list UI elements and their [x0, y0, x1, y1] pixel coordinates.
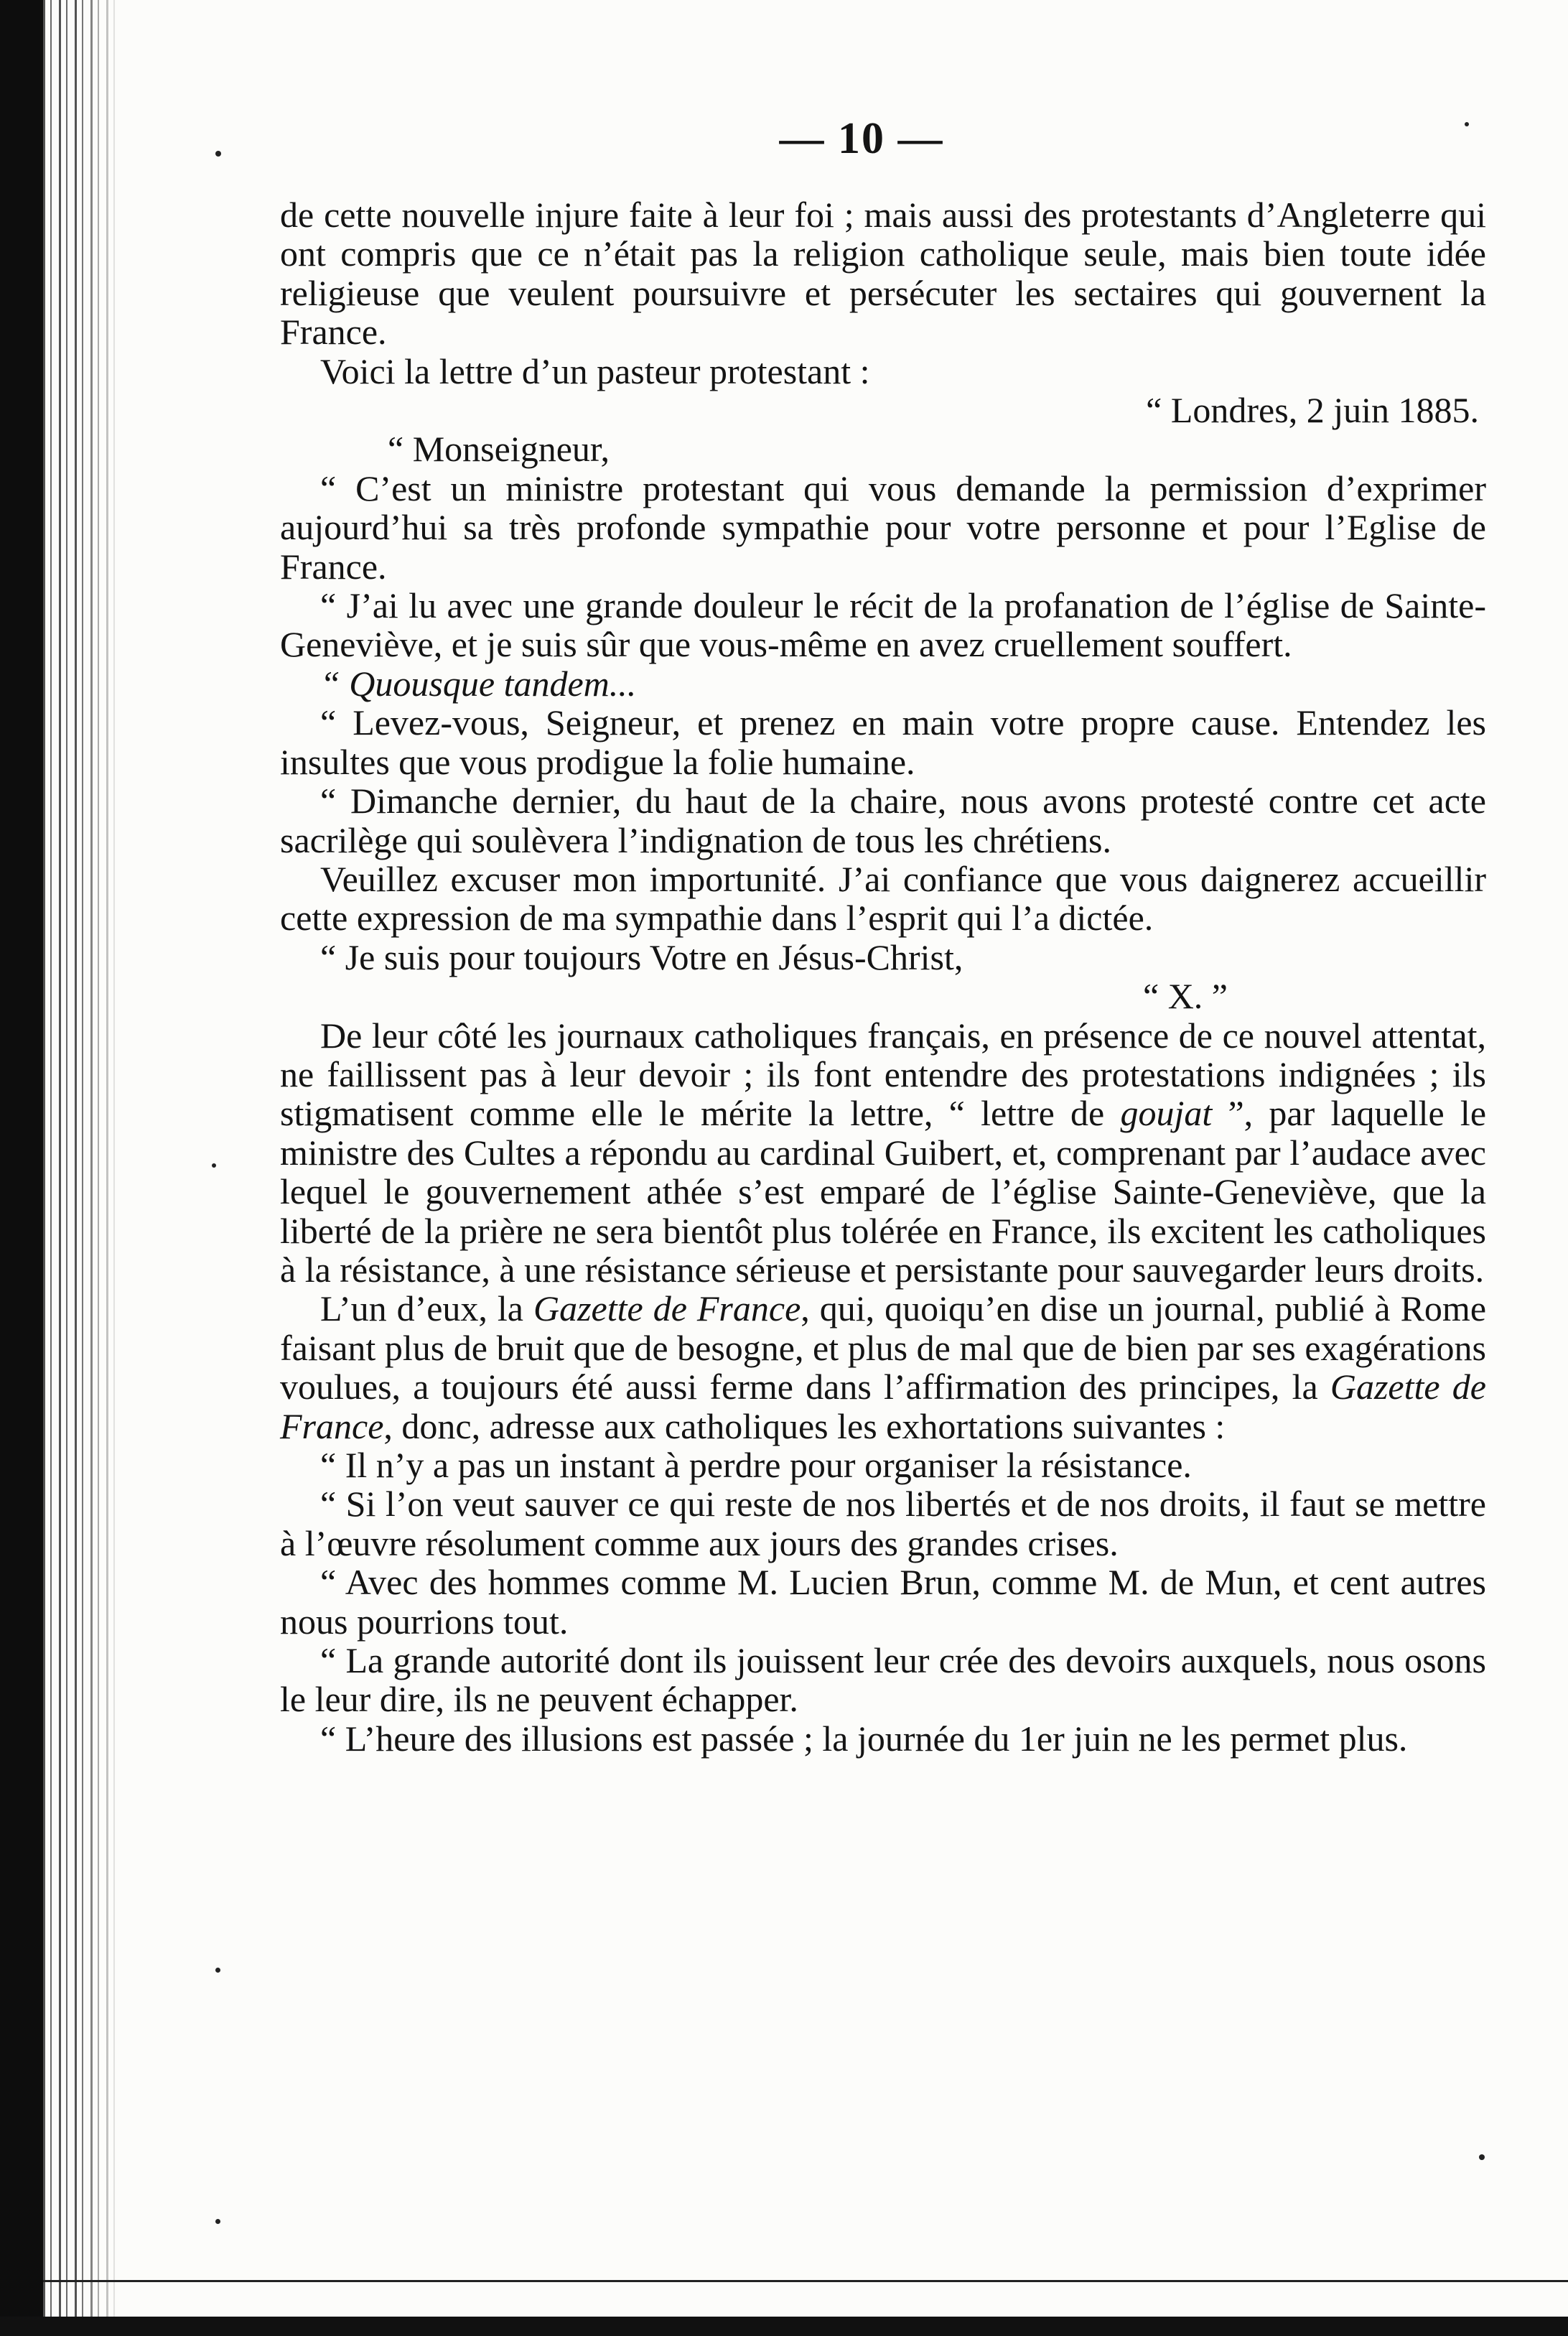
letter-paragraph: “ Dimanche dernier, du haut de la chaire, nous avons protesté contre cet acte sacrilège qui soulèvera l’indignation de tous les chrétiens. — [280, 781, 1486, 860]
quoted-paragraph: “ Avec des hommes comme M. Lucien Brun, comme M. de Mun, et cent autres nous pourrions tout. — [280, 1562, 1486, 1642]
paragraph-text: , qui, quoiqu’en dise un journal, publié à Rome faisant plus de bruit que de besogne, et plus de mal que de bien par ses exagérations voulues, a toujours été aussi ferme dans l’affirmation des principes, la — [280, 1288, 1487, 1407]
body-text — [280, 195, 1486, 1758]
letter-paragraph: “ C’est un ministre protestant qui vous demande la permission d’exprimer aujourd’hui sa très profonde sympathie pour votre personne et pour l’Eglise de France. — [280, 467, 1486, 587]
quoted-paragraph: “ Si l’on veut sauver ce qui reste de nos libertés et de nos droits, il faut se mettre à l’œuvre résolument comme aux jours des grandes crises. — [280, 1484, 1486, 1563]
print-speck — [1479, 2154, 1485, 2160]
paragraph-text: De leur côté les journaux catholiques français, en présence de ce nouvel attentat, ne faillissent pas à leur devoir ; ils font entendre des protestations indignées ; ils stigmatisent comme elle le mérite la lettre, “ lettre de — [280, 1015, 1486, 1134]
letter-paragraph: “ Quousque tandem... — [320, 663, 637, 704]
paragraph — [280, 1289, 1486, 1446]
paragraph: Voici la lettre d’un pasteur protestant : — [320, 350, 870, 391]
letter-paragraph: “ Levez-vous, Seigneur, et prenez en main votre propre cause. Entendez les insultes que vous prodigue la folie humaine. — [280, 702, 1486, 782]
newspaper-title: Gazette de France — [533, 1288, 801, 1329]
quoted-paragraph: “ L’heure des illusions est passée ; la journée du 1er juin ne les permet plus. — [320, 1718, 1408, 1759]
scan-bottom-edge — [0, 2317, 1568, 2336]
letter-paragraph: Veuillez excuser mon importunité. J’ai confiance que vous daignerez accueillir cette expression de ma sympathie dans l’esprit qui l’a dictée. — [280, 858, 1486, 939]
paragraph-text: , donc, adresse aux catholiques les exhortations suivantes : — [383, 1405, 1226, 1446]
print-speck — [215, 1968, 220, 1973]
quoted-paragraph: “ Il n’y a pas un instant à perdre pour organiser la résistance. — [320, 1445, 1192, 1485]
quoted-paragraph: “ La grande autorité dont ils jouissent leur crée des devoirs auxquels, nous osons le leur dire, ils ne peuvent échapper. — [280, 1640, 1486, 1720]
paragraph-text: L’un d’eux, la — [320, 1288, 533, 1329]
binding-shadow — [0, 0, 43, 2336]
letter-signature: “ X. ” — [1143, 976, 1228, 1017]
newspaper-title: Gazette de France — [280, 1367, 1486, 1446]
emphasis-text: goujat — [1120, 1093, 1213, 1134]
letter-closing: “ Je suis pour toujours Votre en Jésus-Christ, — [320, 936, 963, 977]
binding-fade — [79, 0, 122, 2336]
page-number: — 10 — — [779, 114, 944, 163]
print-speck — [1465, 122, 1469, 126]
letter-salutation: “ Monseigneur, — [388, 429, 610, 470]
letter-dateline: “ Londres, 2 juin 1885. — [1146, 390, 1479, 431]
paragraph: de cette nouvelle injure faite à leur foi ; mais aussi des protestants d’Angleterre qui ont compris que ce n’était pas la religion catholique seule, mais bien toute idée religieuse que veulent poursuivre et persécuter les sectaires qui gouvernent la France. — [280, 195, 1486, 353]
print-speck — [215, 151, 221, 157]
letter-paragraph: “ J’ai lu avec une grande douleur le récit de la profanation de l’église de Sainte-Geneviève, et je suis sûr que vous-même en avez cruellement souffert. — [280, 585, 1486, 665]
paragraph-text: ”, par laquelle le ministre des Cultes a répondu au cardinal Guibert, et, comprenant par l’audace avec lequel le gouvernement athée s’est emparé de l’église Sainte-Geneviève, que la liberté de la prière ne sera bientôt plus tolérée en France, ils excitent les catholiques à la résistance, à une résistance sérieuse et persistante pour sauvegarder leurs droits. — [280, 1093, 1487, 1290]
bottom-rule — [43, 2280, 1568, 2282]
print-speck — [212, 1163, 216, 1168]
print-speck — [215, 2219, 220, 2224]
paragraph — [280, 1016, 1486, 1290]
